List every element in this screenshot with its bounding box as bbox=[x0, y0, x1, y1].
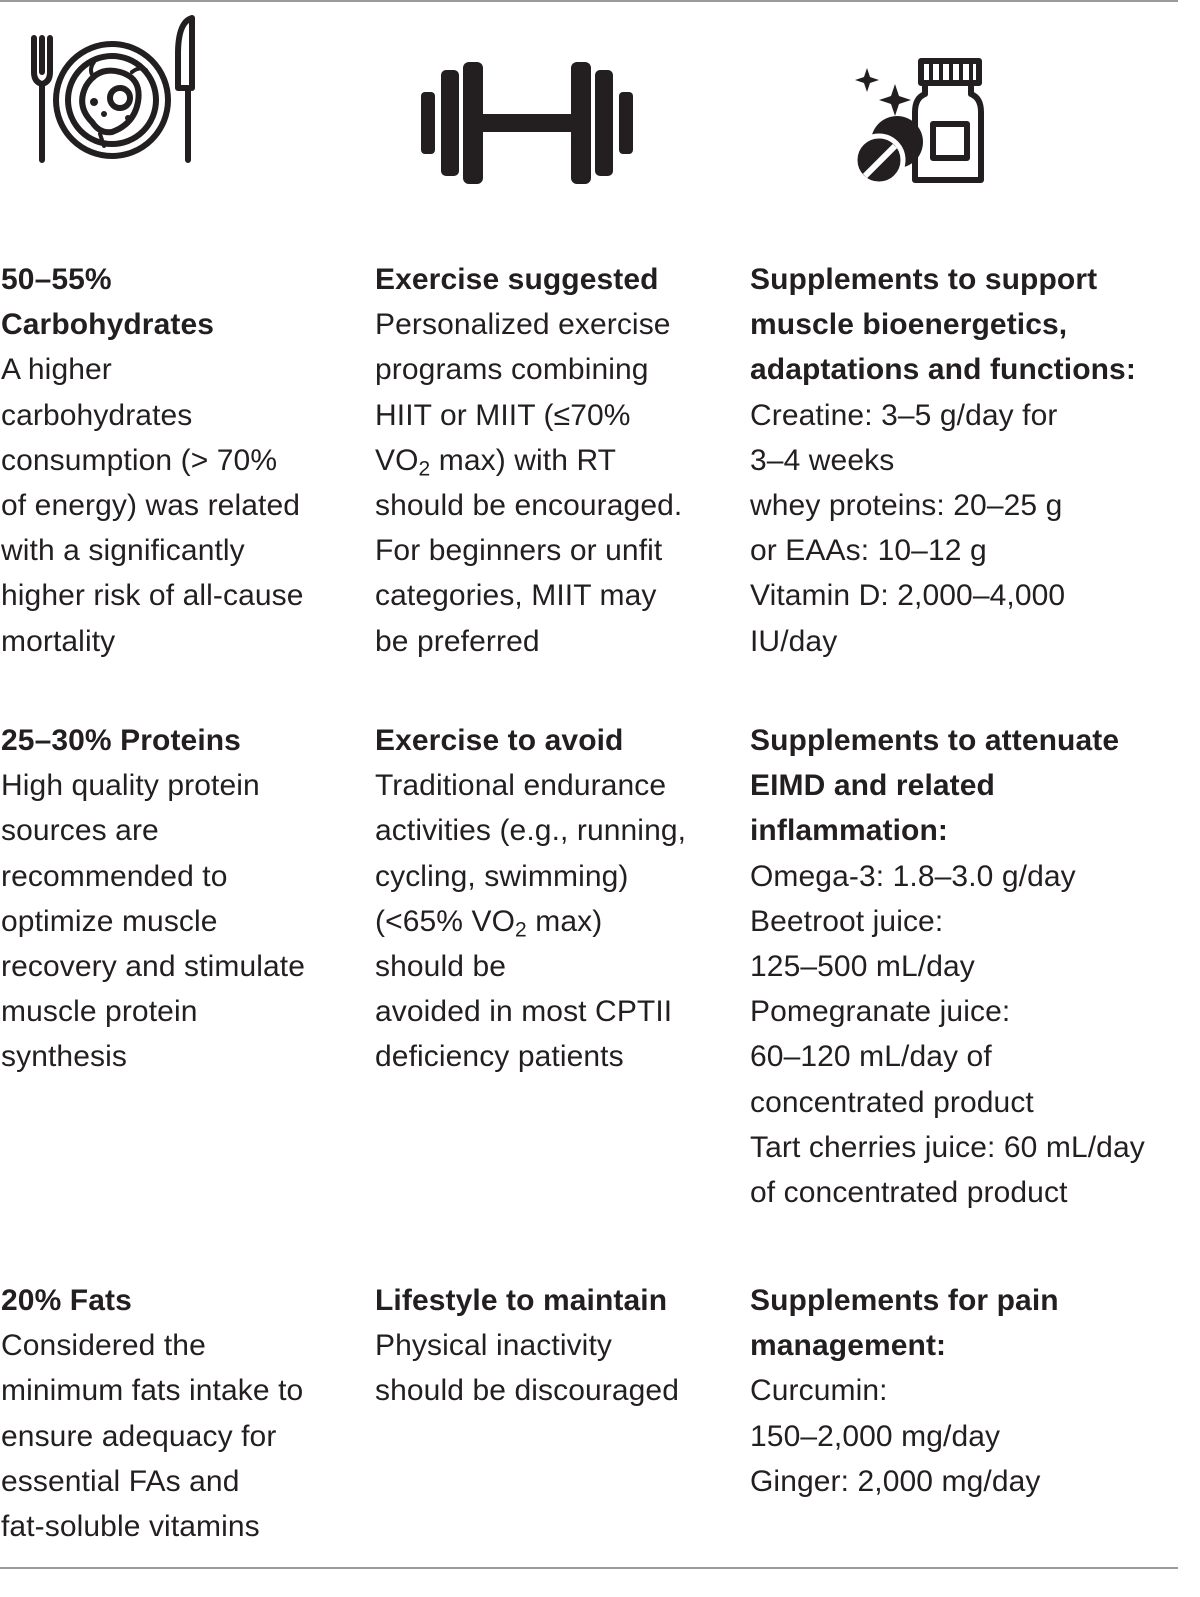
supplements-support-title-line: Supplements to support bbox=[750, 263, 1098, 296]
fats-text-line: essential FAs and bbox=[1, 1464, 240, 1498]
fats-text-line: ensure adequacy for bbox=[1, 1419, 277, 1453]
supplements-eimd-text-line: 60–120 mL/day of bbox=[750, 1040, 992, 1074]
section-supplements-eimd bbox=[750, 718, 1190, 1215]
fats-title: 20% Fats bbox=[1, 1284, 132, 1317]
proteins-text-line: recommended to bbox=[1, 859, 228, 893]
supplements-pain-text-line: Ginger: 2,000 mg/day bbox=[750, 1464, 1041, 1498]
supplements-eimd-text-line: concentrated product bbox=[750, 1085, 1034, 1119]
exercise-suggested-text-line: be preferred bbox=[375, 624, 540, 658]
dumbbell-icon bbox=[421, 62, 633, 184]
supplements-support-text-line: Vitamin D: 2,000–4,000 bbox=[750, 579, 1066, 613]
fats-text-line: minimum fats intake to bbox=[1, 1374, 304, 1408]
plate-fork-knife-icon bbox=[28, 14, 198, 170]
exercise-suggested-text-line: For beginners or unfit bbox=[375, 534, 663, 568]
supplements-eimd-title-line: Supplements to attenuate bbox=[750, 724, 1120, 757]
top-rule bbox=[0, 0, 1178, 2]
fats-text-line: fat-soluble vitamins bbox=[1, 1510, 260, 1544]
col-nutrition bbox=[1, 257, 381, 664]
supplement-bottle-pills-icon bbox=[855, 58, 985, 184]
exercise-suggested-text-line: programs combining bbox=[375, 353, 649, 387]
supplements-pain-title-line: management: bbox=[750, 1329, 947, 1363]
supplements-support-text-line: whey proteins: 20–25 g bbox=[750, 489, 1063, 523]
exercise-suggested-title: Exercise suggested bbox=[375, 263, 659, 296]
carbohydrates-text-line: consumption (> 70% bbox=[1, 443, 278, 477]
section-carbohydrates bbox=[1, 257, 381, 664]
exercise-avoid-text-line: deficiency patients bbox=[375, 1040, 624, 1074]
exercise-suggested-text-line: categories, MIIT may bbox=[375, 579, 657, 613]
col-supplements-support bbox=[750, 257, 1190, 664]
proteins-title: 25–30% Proteins bbox=[1, 724, 241, 757]
supplements-support-title-line: adaptations and functions: bbox=[750, 353, 1136, 387]
supplements-eimd-text-line: 125–500 mL/day bbox=[750, 950, 975, 984]
carbohydrates-text-line: of energy) was related bbox=[1, 489, 301, 523]
carbohydrates-text-line: higher risk of all-cause bbox=[1, 579, 304, 613]
proteins-text-line: High quality protein bbox=[1, 769, 260, 803]
section-exercise-suggested bbox=[375, 257, 755, 664]
supplements-eimd-text-line: Beetroot juice: bbox=[750, 904, 944, 938]
exercise-suggested-text-line: HIIT or MIIT (≤70% bbox=[375, 398, 631, 432]
supplements-eimd-text-line: Pomegranate juice: bbox=[750, 995, 1011, 1029]
col-nutrition-fats bbox=[1, 1278, 381, 1549]
supplements-eimd-text-line: Omega-3: 1.8–3.0 g/day bbox=[750, 859, 1076, 893]
section-proteins bbox=[1, 718, 381, 1080]
proteins-text-line: optimize muscle bbox=[1, 904, 218, 938]
exercise-suggested-text-line: Personalized exercise bbox=[375, 308, 671, 342]
supplements-eimd-text-line: of concentrated product bbox=[750, 1176, 1068, 1210]
exercise-avoid-text-line: avoided in most CPTII bbox=[375, 995, 673, 1029]
supplements-eimd-text-line: Tart cherries juice: 60 mL/day bbox=[750, 1130, 1145, 1164]
supplements-support-text-line: IU/day bbox=[750, 624, 838, 658]
exercise-avoid-text-line: activities (e.g., running, bbox=[375, 814, 687, 848]
exercise-suggested-text-line: should be encouraged. bbox=[375, 489, 683, 523]
section-supplements-pain bbox=[750, 1278, 1190, 1504]
section-supplements-support bbox=[750, 257, 1190, 664]
exercise-avoid-title: Exercise to avoid bbox=[375, 724, 624, 757]
section-exercise-avoid bbox=[375, 718, 755, 1080]
col-supplements-eimd bbox=[750, 718, 1190, 1215]
carbohydrates-title-line-2: Carbohydrates bbox=[1, 308, 215, 342]
proteins-text-line: synthesis bbox=[1, 1040, 127, 1074]
section-fats bbox=[1, 1278, 381, 1549]
exercise-suggested-text-line: $VO_2$ max) with RT bbox=[375, 443, 617, 481]
supplements-eimd-title-line: inflammation: bbox=[750, 814, 948, 848]
supplements-support-text-line: 3–4 weeks bbox=[750, 443, 895, 477]
lifestyle-text-line: should be discouraged bbox=[375, 1374, 679, 1408]
bottom-rule bbox=[0, 1567, 1178, 1569]
exercise-avoid-text-line: (<65% $VO_2$ max) bbox=[375, 904, 603, 942]
carbohydrates-text-line: carbohydrates bbox=[1, 398, 193, 432]
supplements-pain-text-line: Curcumin: bbox=[750, 1374, 888, 1408]
exercise-avoid-text-line: should be bbox=[375, 950, 507, 984]
proteins-text-line: muscle protein bbox=[1, 995, 198, 1029]
carbohydrates-text-line: mortality bbox=[1, 624, 116, 658]
col-nutrition-proteins bbox=[1, 718, 381, 1080]
supplements-support-title-line: muscle bioenergetics, bbox=[750, 308, 1068, 342]
supplements-eimd-title-line: EIMD and related bbox=[750, 769, 995, 803]
proteins-text-line: recovery and stimulate bbox=[1, 950, 306, 984]
exercise-avoid-text-line: Traditional endurance bbox=[375, 769, 667, 803]
col-lifestyle bbox=[375, 1278, 755, 1414]
col-supplements-pain bbox=[750, 1278, 1190, 1504]
exercise-avoid-text-line: cycling, swimming) bbox=[375, 859, 629, 893]
proteins-text-line: sources are bbox=[1, 814, 159, 848]
supplements-pain-text-line: 150–2,000 mg/day bbox=[750, 1419, 1001, 1453]
lifestyle-text-line: Physical inactivity bbox=[375, 1329, 612, 1363]
col-exercise-suggested bbox=[375, 257, 755, 664]
fats-text-line: Considered the bbox=[1, 1329, 206, 1363]
supplements-support-text-line: Creatine: 3–5 g/day for bbox=[750, 398, 1058, 432]
carbohydrates-text-line: with a significantly bbox=[1, 534, 245, 568]
lifestyle-title: Lifestyle to maintain bbox=[375, 1284, 668, 1317]
section-lifestyle bbox=[375, 1278, 755, 1414]
supplements-support-text-line: or EAAs: 10–12 g bbox=[750, 534, 987, 568]
carbohydrates-text-line: A higher bbox=[1, 353, 112, 387]
col-exercise-avoid bbox=[375, 718, 755, 1080]
carbohydrates-title-line-1: 50–55% bbox=[1, 263, 112, 296]
supplements-pain-title-line: Supplements for pain bbox=[750, 1284, 1059, 1317]
